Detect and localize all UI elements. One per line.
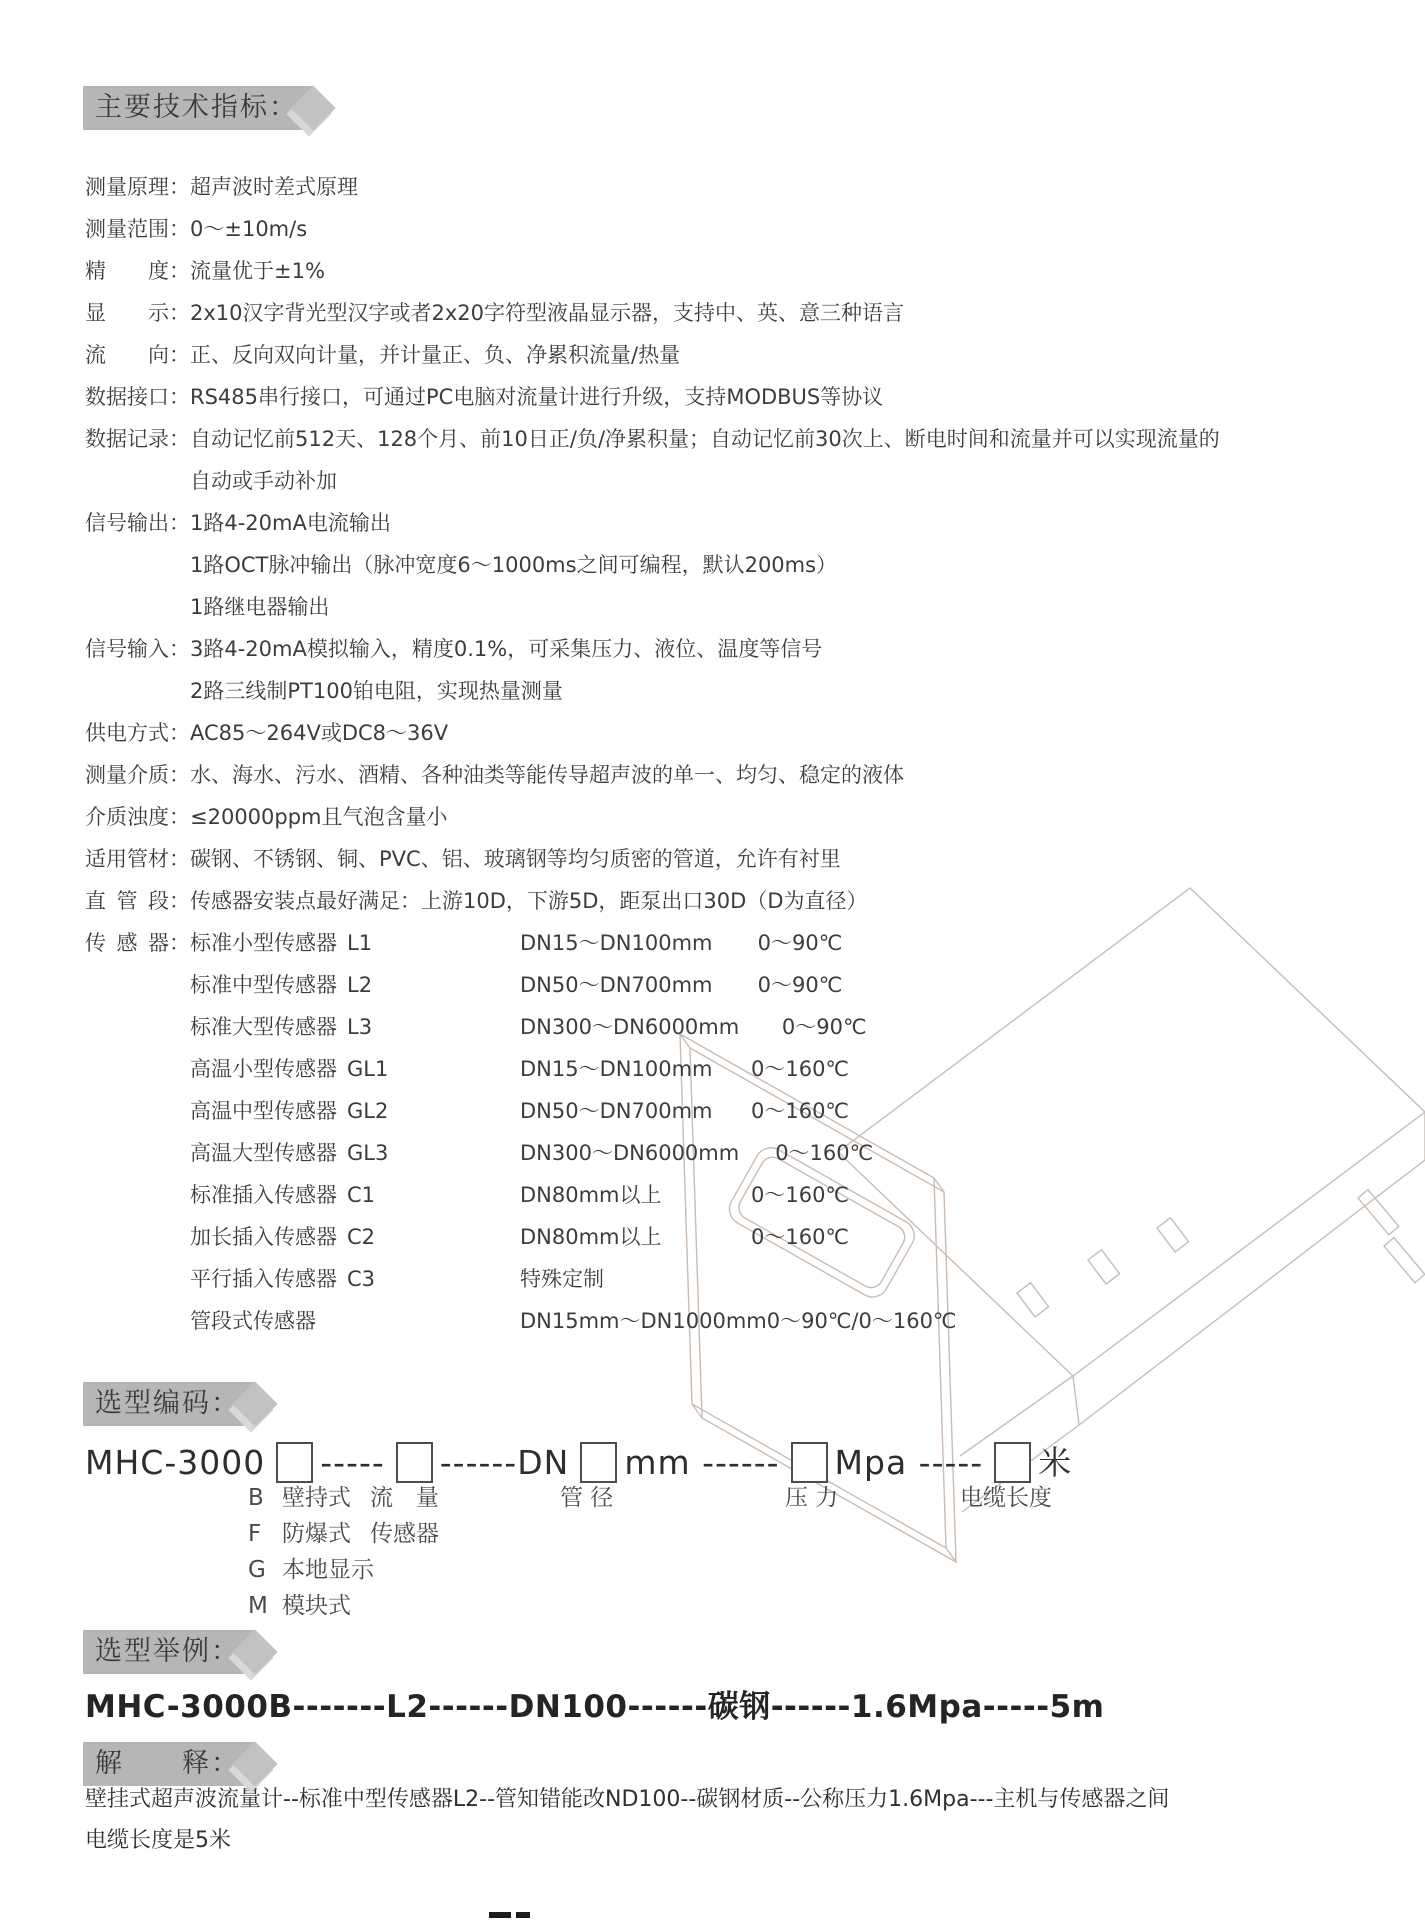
spec-row-principle xyxy=(85,166,1205,208)
section-title-coding: 选型编码： xyxy=(83,1382,254,1426)
model-code-line xyxy=(85,1437,1072,1484)
spec-value: 3路4-20mA模拟输入，精度0.1%，可采集压力、液位、温度等信号 xyxy=(190,637,823,661)
spec-list xyxy=(85,166,1220,1342)
sensor-name: 高温中型传感器 xyxy=(190,1099,337,1123)
spec-label: 显示 xyxy=(85,301,169,325)
code-box-sensor xyxy=(396,1442,433,1483)
section-title-example: 选型举例： xyxy=(83,1630,254,1674)
spec-value: 水、海水、污水、酒精、各种油类等能传导超声波的单一、均匀、稳定的液体 xyxy=(190,763,904,787)
sensor-diameter: DN15～DN100mm xyxy=(520,1057,713,1081)
sensor-row xyxy=(190,1132,1205,1174)
spec-colon: ： xyxy=(169,763,190,787)
sensor-temp: 0～90℃/0～160℃ xyxy=(766,1309,957,1333)
spec-label: 传感器 xyxy=(85,931,169,955)
spec-label: 测量范围 xyxy=(85,217,169,241)
legend-label: 模块式 xyxy=(282,1593,351,1619)
spec-row-turbidity xyxy=(85,796,1205,838)
sensor-row xyxy=(190,1048,1205,1090)
sensor-diameter: DN80mm以上 xyxy=(520,1183,662,1207)
legend-item xyxy=(248,1588,374,1624)
spec-colon: ： xyxy=(169,427,190,451)
model-prefix: MHC-3000 xyxy=(85,1443,266,1482)
sensor-row xyxy=(190,1174,1205,1216)
sensor-row xyxy=(190,964,1205,1006)
legend-label: 传感器 xyxy=(370,1521,439,1547)
spec-row-accuracy xyxy=(85,250,1205,292)
sensor-code: C3 xyxy=(347,1267,376,1291)
code-box-host xyxy=(276,1442,313,1483)
legend-flow-sensor xyxy=(370,1480,439,1552)
sensor-code: C2 xyxy=(347,1225,376,1249)
sensor-name: 标准中型传感器 xyxy=(190,973,337,997)
spec-value: ≤20000ppm且气泡含量小 xyxy=(190,805,448,829)
legend-pressure: 压 力 xyxy=(785,1485,839,1511)
spec-row-signal-in xyxy=(85,628,1205,712)
explanation-line: 电缆长度是5米 xyxy=(85,1828,231,1853)
spec-colon: ： xyxy=(169,847,190,871)
spec-colon: ： xyxy=(169,343,190,367)
sensor-temp: 0～160℃ xyxy=(750,1057,850,1081)
sensor-name: 高温小型传感器 xyxy=(190,1057,337,1081)
code-unit: 米 xyxy=(1038,1443,1073,1482)
spec-value: 超声波时差式原理 xyxy=(190,175,358,199)
sensor-temp: 0～160℃ xyxy=(750,1225,850,1249)
spec-row-interface xyxy=(85,376,1205,418)
section-title-specs: 主要技术指标： xyxy=(83,86,312,130)
legend-host-types xyxy=(248,1480,374,1624)
spec-label: 信号输出 xyxy=(85,511,169,535)
spec-row-range xyxy=(85,208,1205,250)
spec-row-sensors xyxy=(85,922,1205,1342)
sensor-name: 加长插入传感器 xyxy=(190,1225,337,1249)
sensor-name: 标准插入传感器 xyxy=(190,1183,337,1207)
spec-value: 传感器安装点最好满足：上游10D，下游5D，距泵出口30D（D为直径） xyxy=(190,889,868,913)
sensor-row xyxy=(190,1006,1205,1048)
spec-label: 介质浊度 xyxy=(85,805,169,829)
spec-value: RS485串行接口，可通过PC电脑对流量计进行升级，支持MODBUS等协议 xyxy=(190,385,884,409)
spec-value: 1路4-20mA电流输出 xyxy=(190,511,391,535)
sensor-diameter: DN50～DN700mm xyxy=(520,1099,713,1123)
sensor-code: L3 xyxy=(347,1015,373,1039)
spec-value: 正、反向双向计量，并计量正、负、净累积流量/热量 xyxy=(190,343,681,367)
sensor-code: C1 xyxy=(347,1183,376,1207)
sensor-name: 管段式传感器 xyxy=(190,1309,316,1333)
spec-colon: ： xyxy=(169,805,190,829)
section-title-explanation: 解 释： xyxy=(83,1742,254,1786)
spec-colon: ： xyxy=(169,385,190,409)
spec-label: 直管段 xyxy=(85,889,169,913)
legend-label: 防爆式 xyxy=(282,1521,351,1547)
sensor-row xyxy=(190,1300,1205,1342)
sensor-code xyxy=(347,1300,520,1342)
spec-row-datalog xyxy=(85,418,1220,502)
sensor-code: L2 xyxy=(347,973,373,997)
spec-label: 流向 xyxy=(85,343,169,367)
spec-colon: ： xyxy=(169,175,190,199)
spec-value: 自动记忆前512天、128个月、前10日正/负/净累积量；自动记忆前30次上、断电时间和流量并可以实现流量的 xyxy=(190,427,1220,451)
explanation-text xyxy=(85,1779,1395,1861)
sensor-code: GL1 xyxy=(347,1057,389,1081)
sensor-diameter: DN15mm～DN1000mm xyxy=(520,1309,767,1333)
sensor-temp: 0～160℃ xyxy=(750,1183,850,1207)
sensor-row xyxy=(190,1216,1205,1258)
spec-value: 1路OCT脉冲输出（脉冲宽度6～1000ms之间可编程，默认200ms） xyxy=(190,553,838,577)
sensor-code: L1 xyxy=(347,931,373,955)
legend-item xyxy=(248,1552,374,1588)
spec-row-power xyxy=(85,712,1205,754)
spec-colon: ： xyxy=(169,931,190,955)
clip-slot xyxy=(1384,1238,1425,1283)
sensor-temp: 0～90℃ xyxy=(757,973,843,997)
spec-row-direction xyxy=(85,334,1205,376)
legend-code: F xyxy=(248,1521,262,1547)
spec-row-medium xyxy=(85,754,1205,796)
scan-artifact xyxy=(516,1912,530,1918)
spec-colon: ： xyxy=(169,721,190,745)
sensor-table xyxy=(190,922,1205,1342)
sensor-name: 高温大型传感器 xyxy=(190,1141,337,1165)
legend-code: G xyxy=(248,1557,266,1583)
code-sep: Mpa ----- xyxy=(834,1443,984,1482)
spec-label: 测量介质 xyxy=(85,763,169,787)
spec-value: 0～±10m/s xyxy=(190,217,308,241)
code-sep: ----- xyxy=(320,1443,385,1482)
spec-colon: ： xyxy=(169,301,190,325)
sensor-temp: 0～90℃ xyxy=(757,931,843,955)
spec-label: 测量原理 xyxy=(85,175,169,199)
spec-row-signal-out xyxy=(85,502,1205,628)
spec-row-straight-run xyxy=(85,880,1205,922)
spec-label: 精度 xyxy=(85,259,169,283)
legend-code: B xyxy=(248,1485,264,1511)
code-box-pressure xyxy=(791,1442,828,1483)
spec-colon: ： xyxy=(169,259,190,283)
sensor-name: 平行插入传感器 xyxy=(190,1267,337,1291)
legend-label: 壁持式 xyxy=(282,1485,351,1511)
spec-value: 流量优于±1% xyxy=(190,259,325,283)
spec-label: 数据接口 xyxy=(85,385,169,409)
sensor-diameter: DN80mm以上 xyxy=(520,1225,662,1249)
sensor-diameter: DN300～DN6000mm xyxy=(520,1141,740,1165)
code-sep: ------DN xyxy=(439,1443,570,1482)
spec-colon: ： xyxy=(169,637,190,661)
spec-row-pipes xyxy=(85,838,1205,880)
scan-artifact xyxy=(489,1912,511,1918)
sensor-name: 标准大型传感器 xyxy=(190,1015,337,1039)
spec-row-display xyxy=(85,292,1205,334)
spec-value: 自动或手动补加 xyxy=(190,469,337,493)
spec-value: 碳钢、不锈钢、铜、PVC、铝、玻璃钢等均匀质密的管道，允许有衬里 xyxy=(190,847,841,871)
sensor-diameter: DN50～DN700mm xyxy=(520,973,713,997)
sensor-code: GL2 xyxy=(347,1099,389,1123)
spec-colon: ： xyxy=(169,217,190,241)
code-box-cable xyxy=(994,1442,1031,1483)
sensor-diameter: 特殊定制 xyxy=(520,1267,604,1291)
spec-label: 数据记录 xyxy=(85,427,169,451)
legend-pipe-diameter: 管 径 xyxy=(560,1485,614,1511)
legend-code: M xyxy=(248,1593,268,1619)
spec-colon: ： xyxy=(169,511,190,535)
sensor-row xyxy=(190,1258,1205,1300)
sensor-code: GL3 xyxy=(347,1141,389,1165)
legend-label: 流 量 xyxy=(370,1485,439,1511)
legend-label: 本地显示 xyxy=(282,1557,374,1583)
sensor-diameter: DN300～DN6000mm xyxy=(520,1015,740,1039)
spec-value: AC85～264V或DC8～36V xyxy=(190,721,449,745)
example-code-line: MHC-3000B-------L2------DN100------碳钢------1.6Mpa-----5m xyxy=(85,1689,1105,1725)
spec-value: 2x10汉字背光型汉字或者2x20字符型液晶显示器，支持中、英、意三种语言 xyxy=(190,301,905,325)
spec-value: 1路继电器输出 xyxy=(190,595,330,619)
sensor-temp: 0～160℃ xyxy=(775,1141,874,1165)
sensor-row xyxy=(190,1090,1205,1132)
spec-label: 供电方式 xyxy=(85,721,169,745)
sensor-temp xyxy=(715,1258,885,1300)
sensor-diameter: DN15～DN100mm xyxy=(520,931,713,955)
spec-label: 信号输入 xyxy=(85,637,169,661)
code-box-diameter xyxy=(580,1442,617,1483)
code-sep: mm ------ xyxy=(624,1443,780,1482)
legend-item xyxy=(248,1516,374,1552)
sensor-row xyxy=(190,922,1205,964)
legend-cable-length: 电缆长度 xyxy=(960,1485,1052,1511)
sensor-temp: 0～90℃ xyxy=(781,1015,867,1039)
sensor-temp: 0～160℃ xyxy=(750,1099,850,1123)
spec-label: 适用管材 xyxy=(85,847,169,871)
explanation-line: 壁挂式超声波流量计--标准中型传感器L2--管知错能改ND100--碳钢材质--公称压力1.6Mpa---主机与传感器之间 xyxy=(85,1787,1170,1812)
spec-value: 2路三线制PT100铂电阻，实现热量测量 xyxy=(190,679,563,703)
legend-item xyxy=(248,1480,374,1516)
spec-colon: ： xyxy=(169,889,190,913)
sensor-name: 标准小型传感器 xyxy=(190,931,337,955)
